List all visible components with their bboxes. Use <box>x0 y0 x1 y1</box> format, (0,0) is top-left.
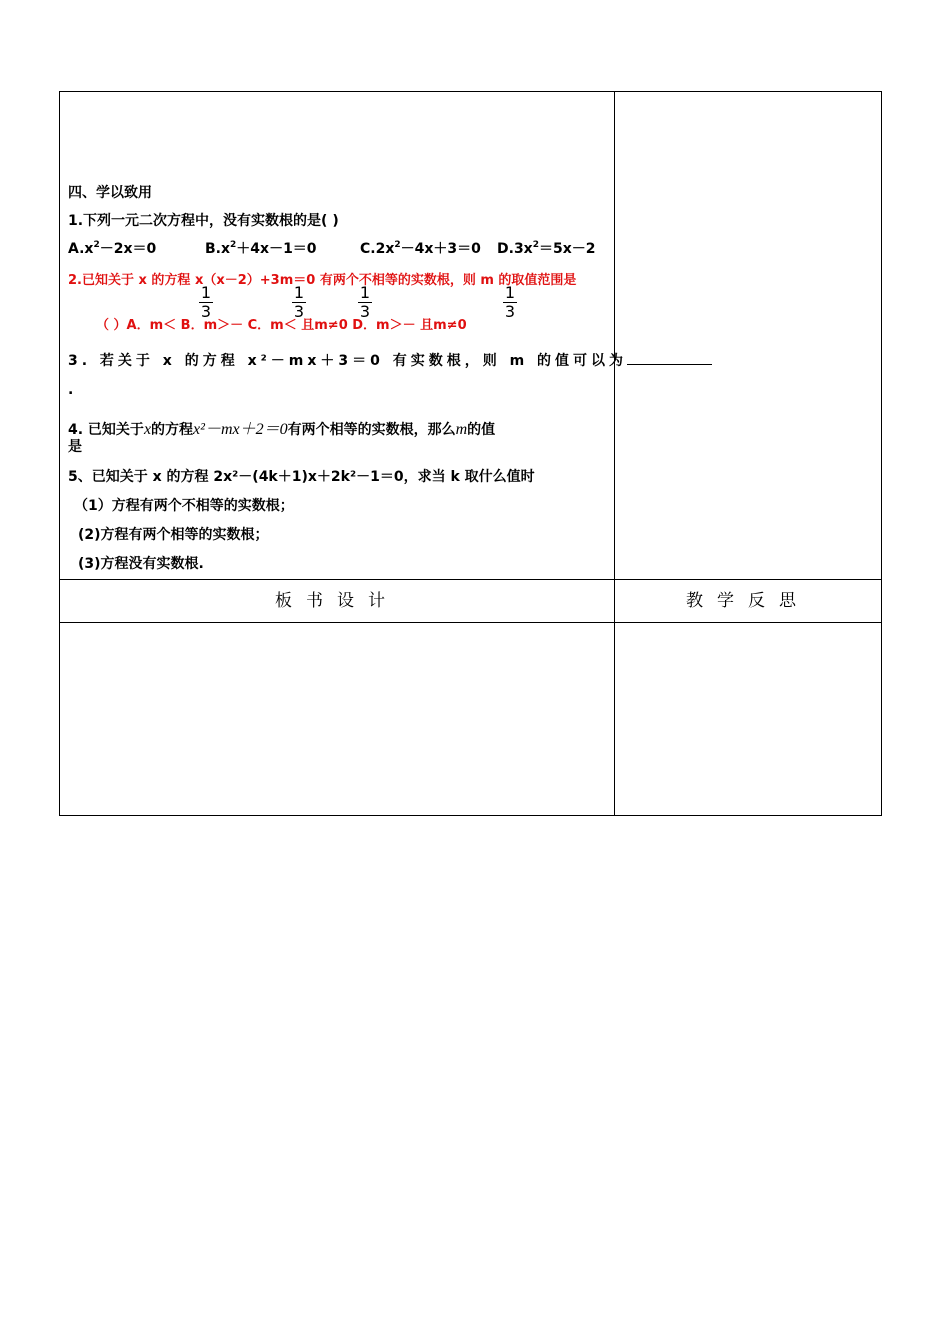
question-3-tail: . <box>68 382 74 398</box>
question-4-text-a: 4. 已知关于 <box>68 422 144 438</box>
fraction-numerator: 1 <box>200 283 212 302</box>
lesson-table <box>59 91 882 816</box>
question-1-option-d: $D.3x^2=5x-2$ <box>497 240 596 257</box>
fraction-b <box>292 285 306 320</box>
section-title: 四、学以致用 <box>68 185 152 201</box>
question-1-option-a: $A.x^2-2x=0$ <box>68 240 157 257</box>
question-5-stem: 5、已知关于 x 的方程 2x²－(4k＋1)x＋2k²－1＝0，求当 k 取什么值时 <box>68 469 535 485</box>
question-1-option-c: $C.2x^2-4x+3=0$ <box>360 240 481 257</box>
fraction-denominator: 3 <box>359 302 371 321</box>
question-5-part-3: (3)方程没有实数根. <box>78 556 204 572</box>
question-4-text-d: 的值 <box>467 422 496 438</box>
equation: x²－mx＋2＝0 <box>193 421 288 438</box>
question-2-stem: 2.已知关于 x 的方程 x（x－2）+3m＝0 有两个不相等的实数根，则 m 的取值范围是 <box>68 273 577 288</box>
teaching-reflection-heading: 教学反思 <box>686 591 810 611</box>
question-4-text-c: 有两个相等的实数根，那么 <box>287 422 456 438</box>
fraction-a <box>199 285 213 320</box>
fraction-d <box>503 285 517 320</box>
row-divider-bottom <box>60 622 881 623</box>
question-1-stem: 1.下列一元二次方程中，没有实数根的是( ) <box>68 213 339 229</box>
question-3-text: 3. 若关于 x 的方程 x²－mx＋3＝0 有实数根，则 m 的值可以为 <box>68 353 628 369</box>
fraction-numerator: 1 <box>504 283 516 302</box>
question-4-tail: 是 <box>68 439 82 455</box>
question-4-stem <box>68 416 495 439</box>
question-2-options: （ ）A．m＜ B．m＞－ C．m＜ 且m≠0 D．m＞－ 且m≠0 <box>96 318 467 333</box>
fraction-numerator: 1 <box>293 283 305 302</box>
fraction-c <box>358 285 372 320</box>
fraction-denominator: 3 <box>504 302 516 321</box>
question-5-part-1: （1）方程有两个不相等的实数根； <box>74 498 294 514</box>
question-1-option-b: $B.x^2+4x-1=0$ <box>205 240 317 257</box>
answer-blank <box>627 350 712 365</box>
variable-m: m <box>455 421 468 438</box>
column-divider <box>614 92 615 815</box>
fraction-denominator: 3 <box>200 302 212 321</box>
fraction-denominator: 3 <box>293 302 305 321</box>
variable-x: x <box>143 421 152 438</box>
fraction-numerator: 1 <box>359 283 371 302</box>
board-design-heading: 板书设计 <box>275 591 399 611</box>
question-4-text-b: 的方程 <box>151 422 194 438</box>
question-3-stem <box>68 350 712 370</box>
question-5-part-2: (2)方程有两个相等的实数根； <box>78 527 269 543</box>
